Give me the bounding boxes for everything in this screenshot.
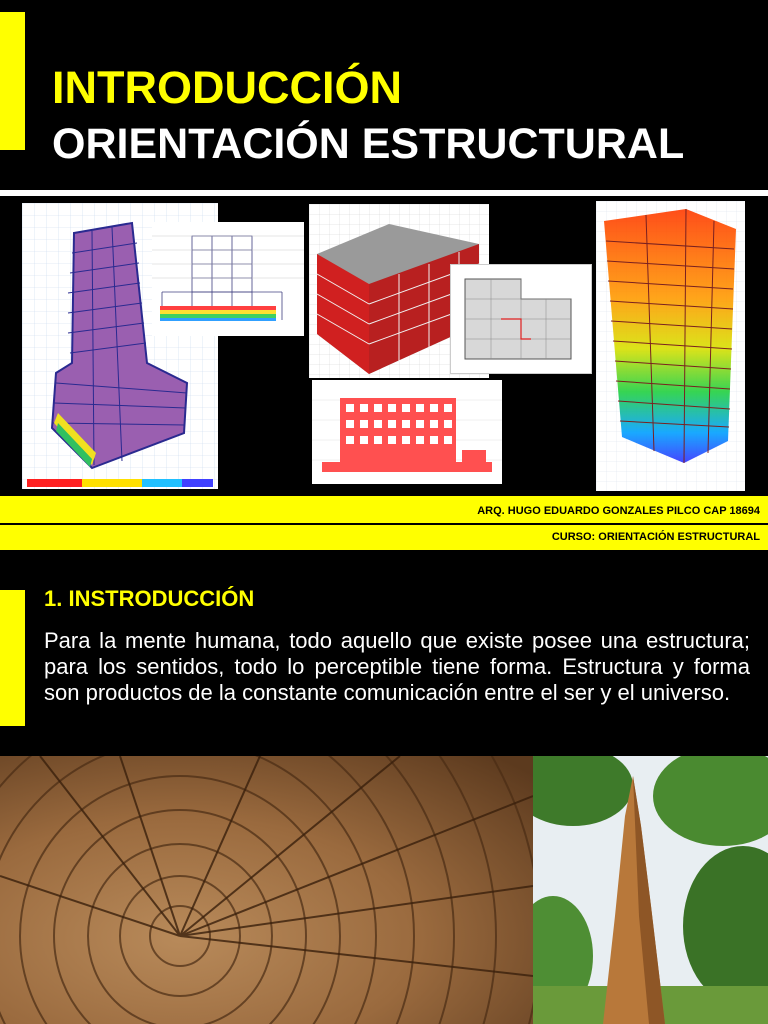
- page-title: INTRODUCCIÓN: [52, 62, 402, 113]
- tree-rings-photo: [0, 756, 533, 1024]
- elevation-drawing-image: [152, 222, 304, 336]
- section-accent-bar: [0, 590, 25, 726]
- course-credit: CURSO: ORIENTACIÓN ESTRUCTURAL: [551, 531, 760, 543]
- section-heading: 1. INSTRODUCCIÓN: [44, 586, 255, 611]
- credits-divider: [0, 523, 768, 525]
- header-divider: [0, 190, 768, 196]
- author-credit: ARQ. HUGO EDUARDO GONZALES PILCO CAP 18694: [477, 505, 760, 517]
- header-accent-bar: [0, 12, 25, 150]
- page-subtitle: ORIENTACIÓN ESTRUCTURAL: [52, 120, 685, 168]
- section-paragraph: Para la mente humana, todo aquello que existe posee una estructura; para los sentidos, todo lo perceptible tiene forma. Estructura y forma son productos de la constante comunicación entre el ser y el universo.: [44, 628, 750, 705]
- facade-elevation-image: [312, 380, 502, 484]
- tower-analysis-image: [596, 201, 745, 491]
- floor-plan-image: [450, 264, 592, 374]
- termite-mound-photo: [533, 756, 768, 1024]
